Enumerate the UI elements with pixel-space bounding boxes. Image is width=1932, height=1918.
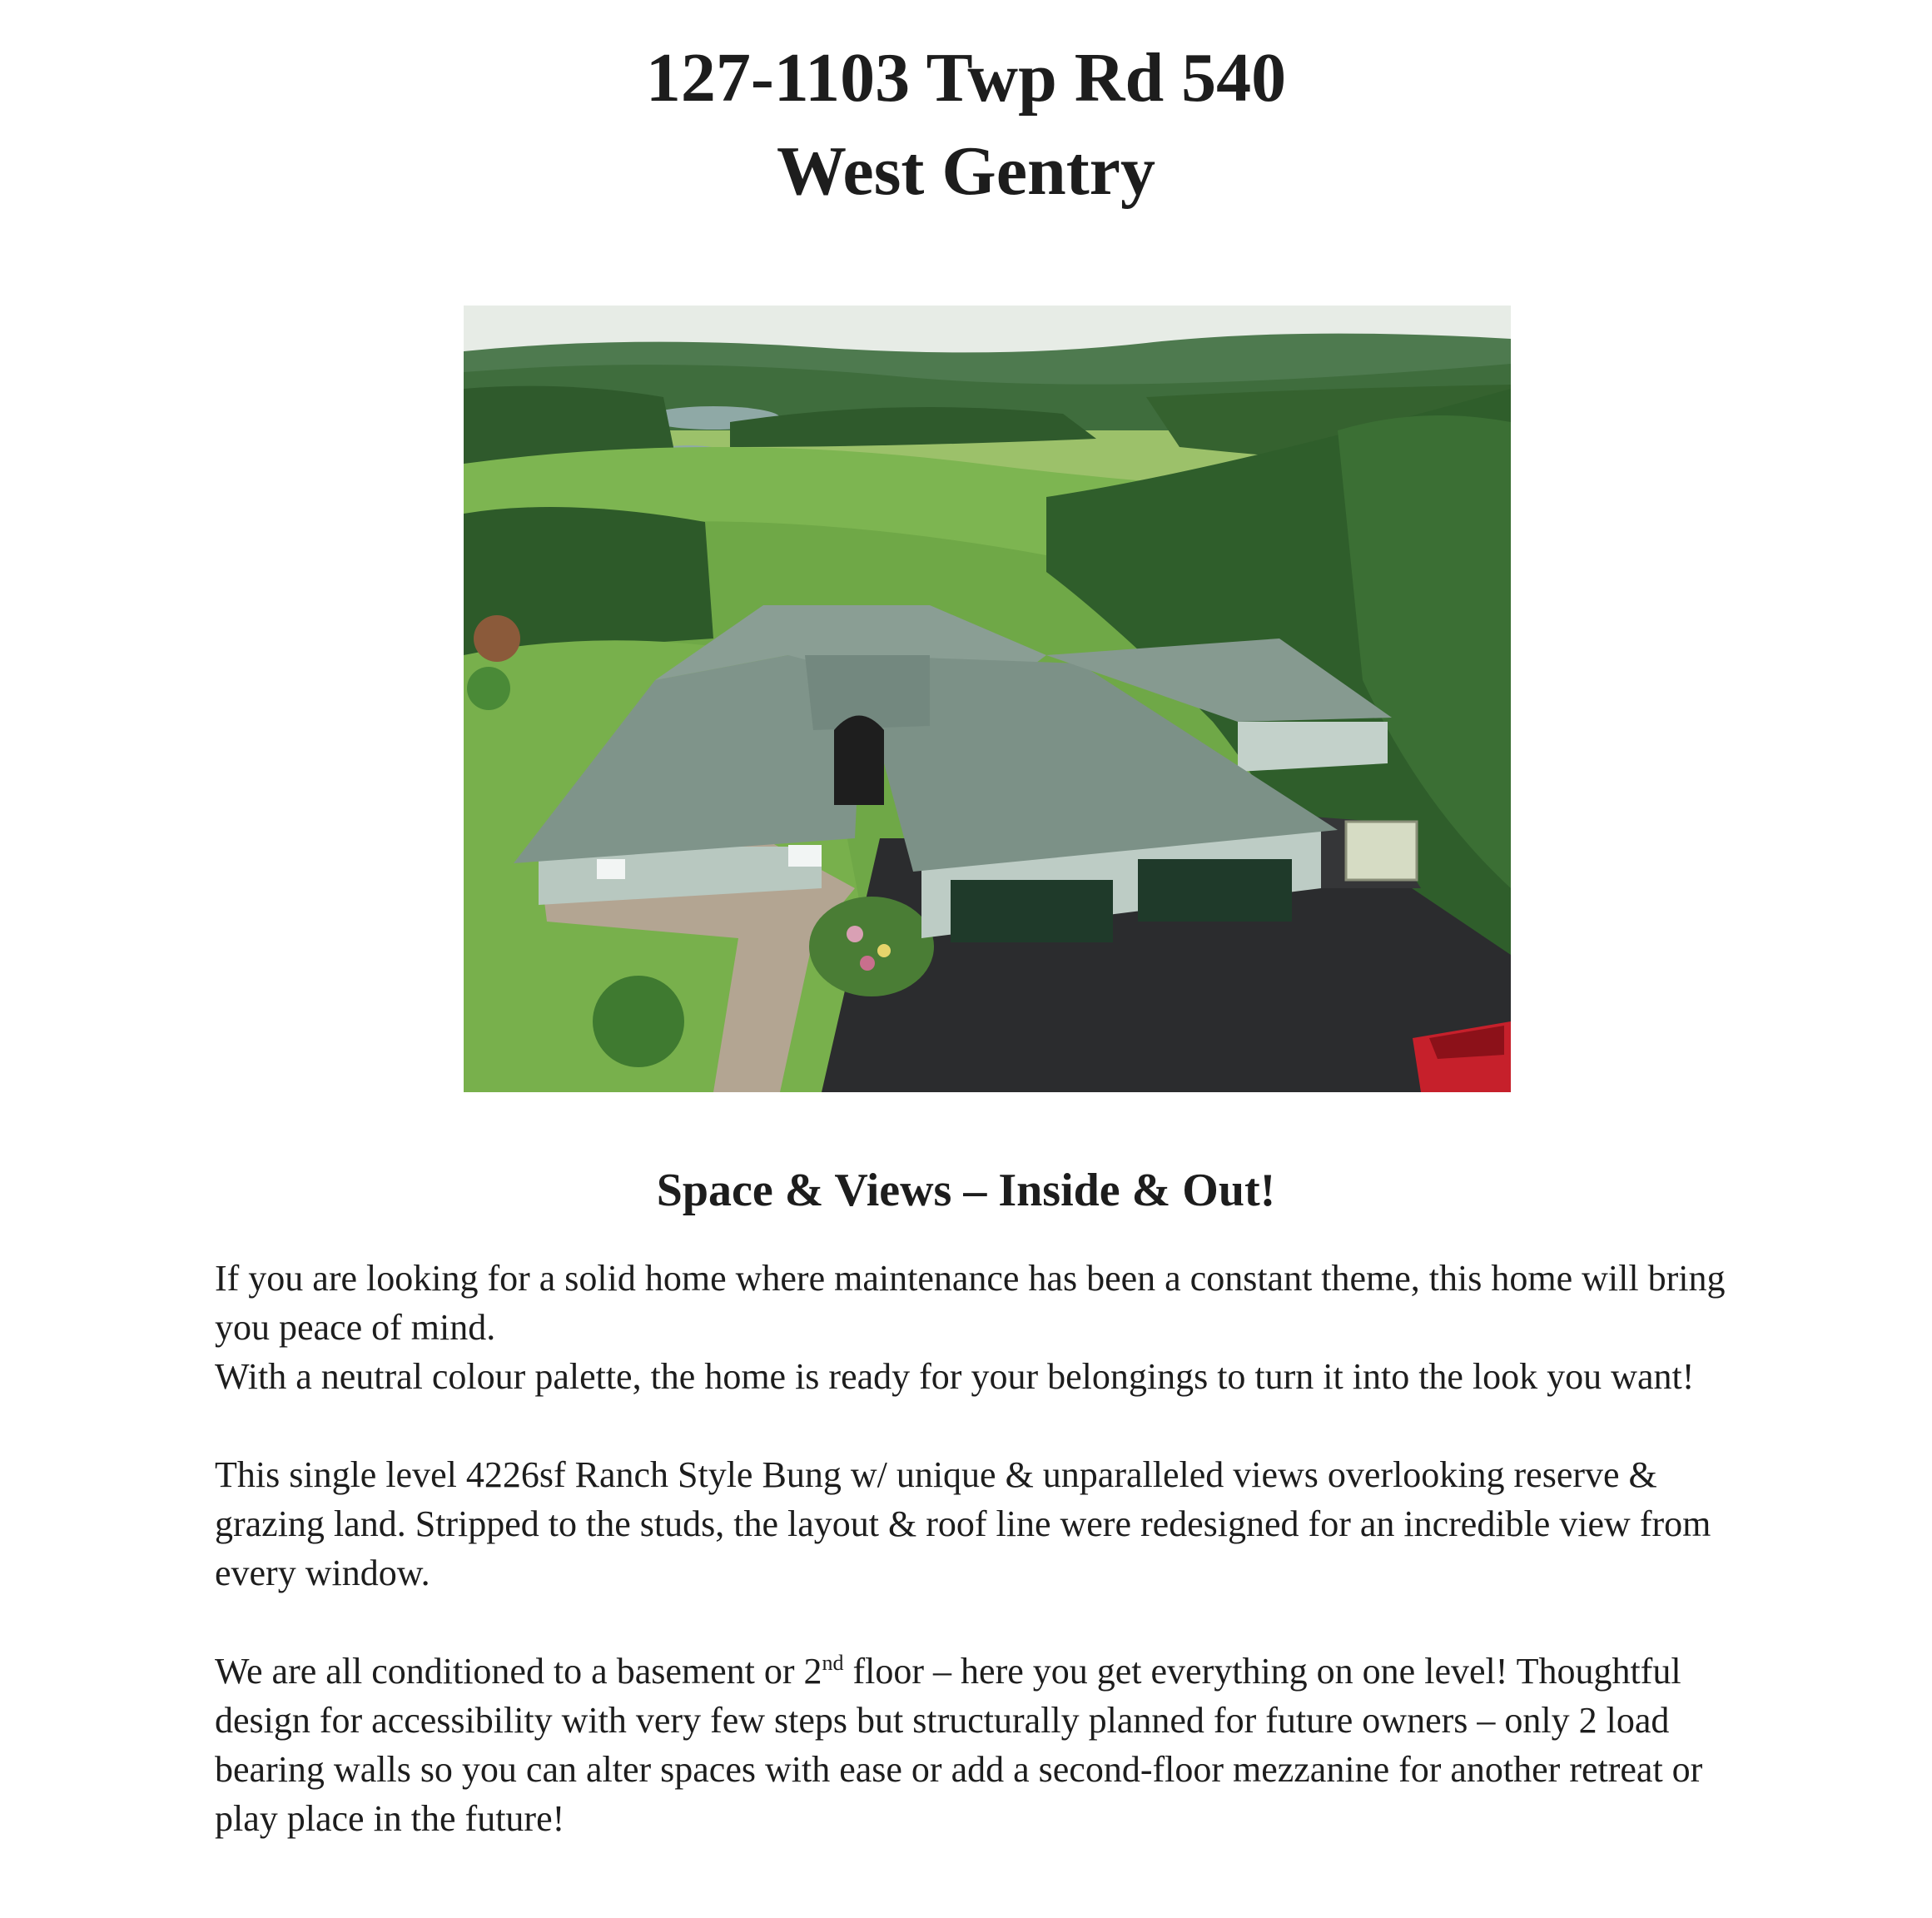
- paragraph-3: [215, 1647, 1763, 1843]
- paragraph-1-line-1: If you are looking for a solid home where maintenance has been a constant theme, this home will bring you peace of mind.: [215, 1258, 1726, 1348]
- description-body: [215, 1254, 1763, 1843]
- paragraph-1-line-2: With a neutral colour palette, the home is ready for your belongings to turn it into the look you want!: [215, 1356, 1695, 1397]
- paragraph-3-rest: floor – here you get everything on one level! Thoughtful design for accessibility with very few steps but structurally planned for future owners – only 2 load bearing walls so you can alter spaces with ease or add a second-floor mezzanine for another retreat or play place in the future!: [215, 1651, 1703, 1839]
- community-title: West Gentry: [777, 132, 1155, 210]
- paragraph-3-start: We are all conditioned to a basement or 2: [215, 1651, 822, 1692]
- ordinal-suffix: nd: [822, 1651, 844, 1675]
- paragraph-1: [215, 1254, 1763, 1401]
- property-photo: [464, 306, 1511, 1092]
- address-title: 127-1103 Twp Rd 540: [645, 39, 1287, 117]
- aerial-house-photo-icon: [464, 306, 1511, 1092]
- section-heading: Space & Views – Inside & Out!: [656, 1165, 1276, 1216]
- paragraph-2: This single level 4226sf Ranch Style Bung w/ unique & unparalleled views overlooking reserve & grazing land. Stripped to the studs, the layout & roof line were redesigned for an incredible view from every window.: [215, 1454, 1711, 1593]
